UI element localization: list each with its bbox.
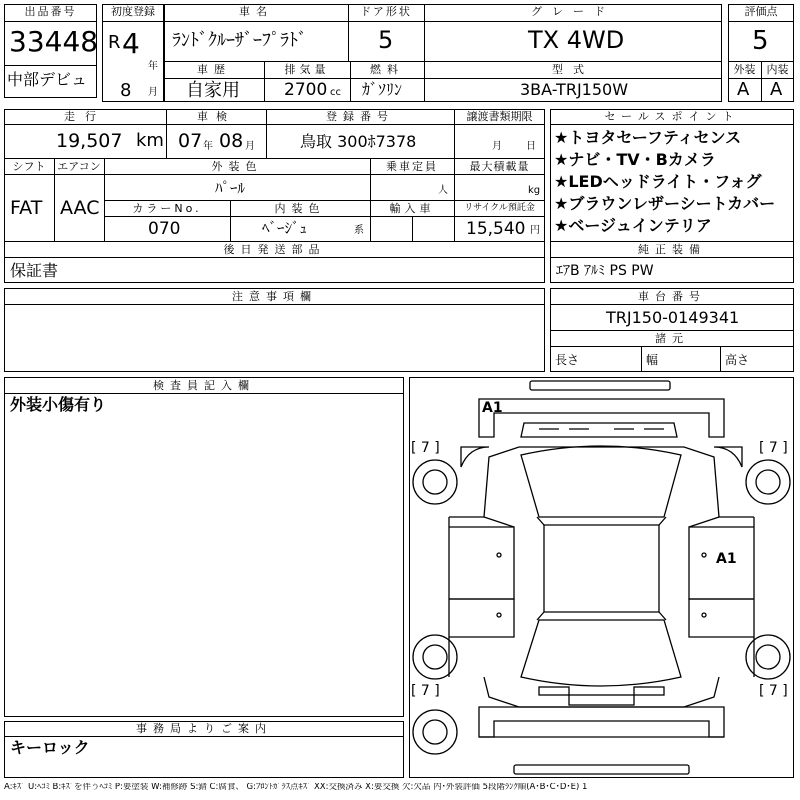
sales-point-3: ★LEDヘッドライト・フォグ [554,172,762,191]
length-label: 長さ [555,353,580,367]
inspector-note: 外装小傷有り [10,395,107,414]
mileage-label: 走行 [64,110,106,123]
max-load-label: 最大積載量 [469,160,530,173]
transfer-label: 譲渡書類期限 [466,110,533,123]
exterior-label: 外装 [733,63,756,76]
legend: A:ｷｽﾞ U:ﾍｺﾐ B:ｷｽﾞを伴うﾍｺﾐ P:要塗装 W:補修跡 S:錆 C:腐食、 G:ﾌﾛﾝﾄｶﾞﾗｽ点ｷｽﾞ XX:交換済み X:要交換 欠:欠品 内･外装評価 5段階ﾗﾝｸ順(A･B･C･D･E) 1 [4,783,588,792]
history-label: 車歴 [197,63,231,76]
inspection-label: 車検 [197,110,235,123]
tire-rear-left: [ 7 ] [411,683,440,699]
capacity-label: 乗車定員 [386,160,438,173]
later-parts-label: 後日発送部品 [223,243,326,256]
office-note: キーロック [10,738,90,757]
interior-grade: A [770,79,783,100]
inspection-year-unit: 年 [203,141,213,152]
ext-color: ﾊﾟｰﾙ [215,179,246,197]
sales-point-1: ★トヨタセーフティセンス [554,128,742,147]
width-label: 幅 [646,353,659,367]
sales-point-4: ★ブラウンレザーシートカバー [554,194,776,213]
first-reg-label: 初度登録 [111,5,155,18]
inspection-month-unit: 月 [245,141,255,152]
recycle-fee: 15,540 [466,219,526,239]
debut-label: 中部デビュ [7,70,88,89]
tire-rear-right: [ 7 ] [759,683,788,699]
car-name-label: 車名 [239,5,273,18]
lot-number: 33448 [9,25,99,58]
door-label: ドア形状 [360,5,412,18]
model-code: 3BA-TRJ150W [520,80,629,99]
office-label: 事務局よりご案内 [136,722,272,735]
first-reg-month: 8 [120,80,132,101]
shift-label: シフト [12,160,46,173]
mileage: 19,507 [56,130,123,152]
transfer-month-unit: 月 [492,141,502,152]
int-color-unit: 系 [354,225,364,236]
displacement-unit: cc [330,87,341,98]
interior-label: 内装 [766,63,789,76]
import-label: 輸入車 [389,202,435,215]
tire-front-left: [ 7 ] [411,440,440,456]
vehicle-info-box [164,4,722,102]
transfer-day-unit: 日 [526,141,536,152]
equipment: ｴｱB ｱﾙﾐ PS PW [556,263,654,279]
recycle-label: リサイクル預託金 [464,203,535,213]
year-unit: 年 [148,61,158,72]
history: 自家用 [186,80,240,101]
notes-label: 注意事項欄 [232,290,317,303]
fuel-label: 燃料 [370,63,404,76]
color-no-label: カラーNo. [132,202,202,215]
car-name: ﾗﾝﾄﾞｸﾙｰｻﾞｰﾌﾟﾗﾄﾞ [172,30,307,51]
ac: AAC [60,197,100,219]
ext-color-label: 外装色 [211,160,263,173]
car-diagram [409,377,794,778]
model-label: 型式 [552,63,594,76]
recycle-unit: 円 [530,225,540,236]
height-label: 高さ [725,353,750,367]
chassis-number: TRJ150-0149341 [606,308,740,327]
int-color: ﾍﾞｰｼﾞｭ [262,219,308,237]
reg-no: 鳥取 300ﾎ7378 [300,132,417,151]
sales-point-5: ★ベージュインテリア [554,216,712,235]
damage-mark-side: A1 [716,551,737,567]
grade-label: グレード [531,5,615,18]
score: 5 [752,26,769,56]
displacement-label: 排気量 [284,63,330,76]
era: R [108,32,121,53]
sales-point-label: セールスポイント [604,110,740,123]
shift: FAT [10,197,43,219]
damage-mark-front: A1 [482,400,503,416]
first-reg-year: 4 [122,27,140,60]
fuel: ｶﾞｿﾘﾝ [362,80,403,99]
chassis-label: 車台番号 [638,290,706,303]
inspection-month: 08 [219,130,244,152]
door-type: 5 [378,26,394,54]
mileage-unit: km [136,130,164,151]
score-label: 評価点 [744,5,778,18]
displacement: 2700 [284,80,328,100]
month-unit: 月 [148,87,158,98]
inspector-box [4,377,404,717]
ac-label: エアコン [57,160,101,173]
reg-no-label: 登録番号 [326,110,394,123]
max-load-unit: kg [528,185,541,196]
later-parts: 保証書 [10,261,59,280]
inspection-year: 07 [178,130,203,152]
exterior-grade: A [737,79,750,100]
dims-label: 諸元 [655,332,689,345]
capacity-unit: 人 [438,185,448,196]
color-no: 070 [148,219,181,239]
int-color-label: 内装色 [274,202,326,215]
tire-front-right: [ 7 ] [759,440,788,456]
equipment-label: 純正装備 [638,243,706,256]
inspector-label: 検査員記入欄 [153,379,255,392]
grade: TX 4WD [528,26,625,54]
lot-number-label: 出品番号 [24,5,77,18]
sales-point-2: ★ナビ・TV・Bカメラ [554,150,716,169]
